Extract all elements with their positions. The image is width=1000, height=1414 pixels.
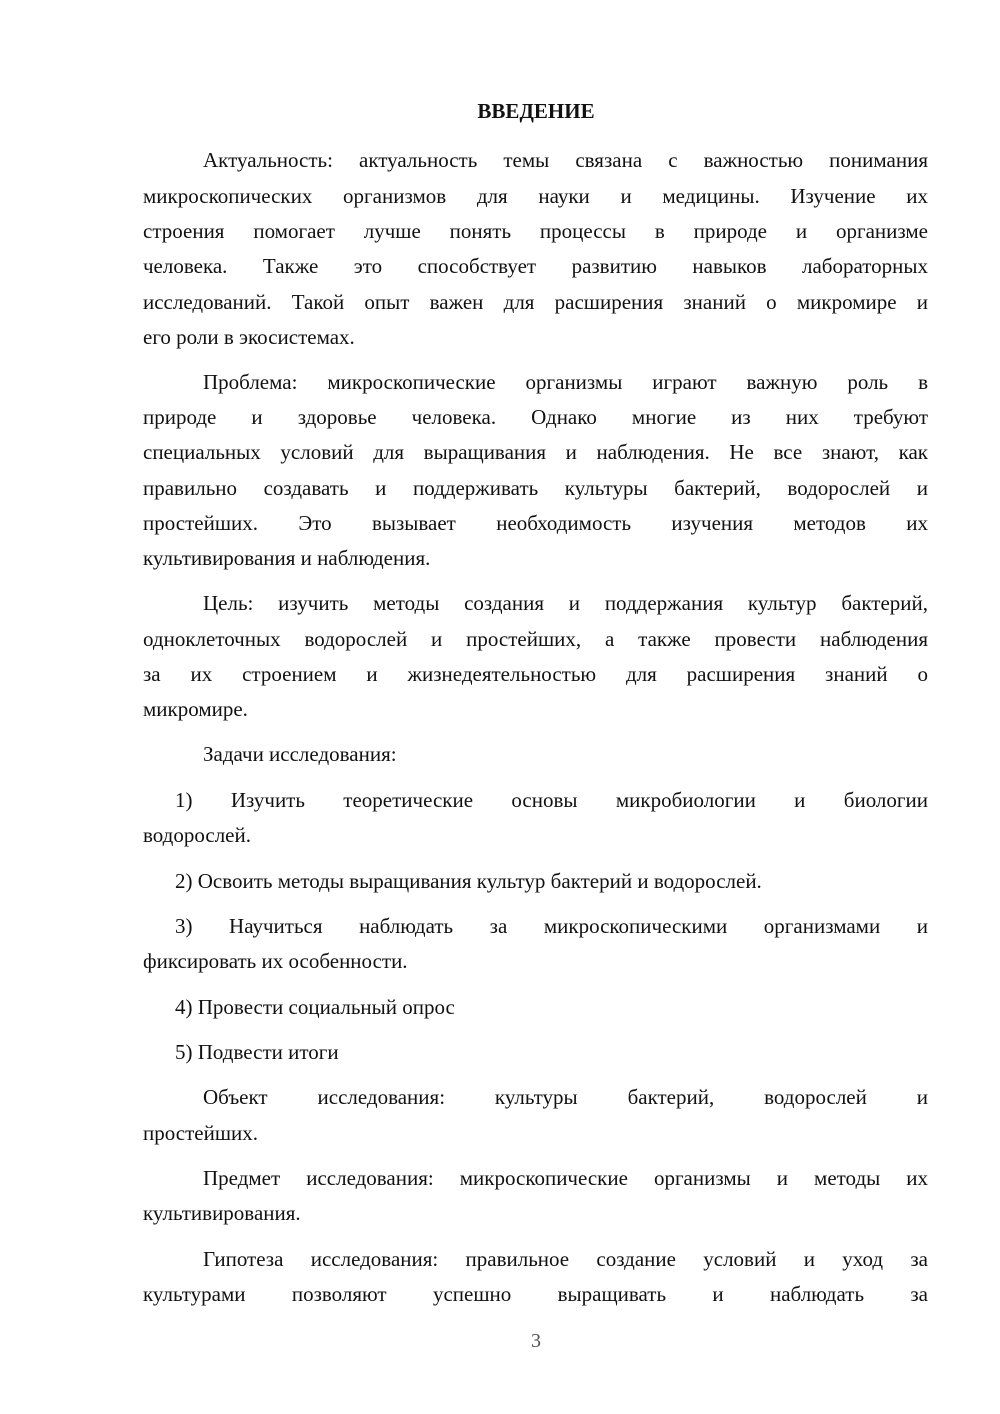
text-line: его роли в экосистемах. — [143, 325, 355, 349]
text-line: природе и здоровье человека. Однако многие из них требуют — [143, 405, 928, 429]
text-line: культурами позволяют успешно выращивать и наблюдать за — [143, 1282, 928, 1306]
text-line: правильно создавать и поддерживать культуры бактерий, водорослей и — [143, 476, 928, 500]
text-line: культивирования и наблюдения. — [143, 546, 431, 570]
text-line: одноклеточных водорослей и простейших, а также провести наблюдения — [143, 627, 928, 651]
text-line: Актуальность: актуальность темы связана с важностью понимания — [203, 148, 928, 172]
text-line: исследований. Такой опыт важен для расширения знаний о микромире и — [143, 290, 928, 314]
text-line: человека. Также это способствует развитию навыков лабораторных — [143, 254, 928, 278]
text-line: Объект исследования: культуры бактерий, водорослей и — [203, 1085, 928, 1109]
text-line: микроскопических организмов для науки и медицины. Изучение их — [143, 184, 928, 208]
text-line: Гипотеза исследования: правильное создание условий и уход за — [203, 1247, 928, 1271]
list-item: 2) Освоить методы выращивания культур бактерий и водорослей. — [175, 869, 762, 893]
text-line: микромире. — [143, 697, 248, 721]
text-line: водорослей. — [143, 823, 251, 847]
list-item: 1) Изучить теоретические основы микробиологии и биологии — [175, 788, 928, 812]
section-heading: ВВЕДЕНИЕ — [477, 99, 595, 123]
text-line: фиксировать их особенности. — [143, 949, 408, 973]
text-line: Цель: изучить методы создания и поддержания культур бактерий, — [203, 591, 928, 615]
text-line: простейших. Это вызывает необходимость изучения методов их — [143, 511, 928, 535]
text-line: за их строением и жизнедеятельностью для расширения знаний о — [143, 662, 928, 686]
text-line: Предмет исследования: микроскопические организмы и методы их — [203, 1166, 928, 1190]
text-line: простейших. — [143, 1121, 258, 1145]
list-item: 5) Подвести итоги — [175, 1040, 339, 1064]
text-line: строения помогает лучше понять процессы в природе и организме — [143, 219, 928, 243]
list-item: 4) Провести социальный опрос — [175, 995, 455, 1019]
text-line: культивирования. — [143, 1201, 301, 1225]
list-item: 3) Научиться наблюдать за микроскопическими организмами и — [175, 914, 928, 938]
page-number: 3 — [531, 1330, 541, 1352]
text-line: Задачи исследования: — [203, 742, 397, 766]
text-line: Проблема: микроскопические организмы играют важную роль в — [203, 370, 928, 394]
text-line: специальных условий для выращивания и наблюдения. Не все знают, как — [143, 440, 928, 464]
